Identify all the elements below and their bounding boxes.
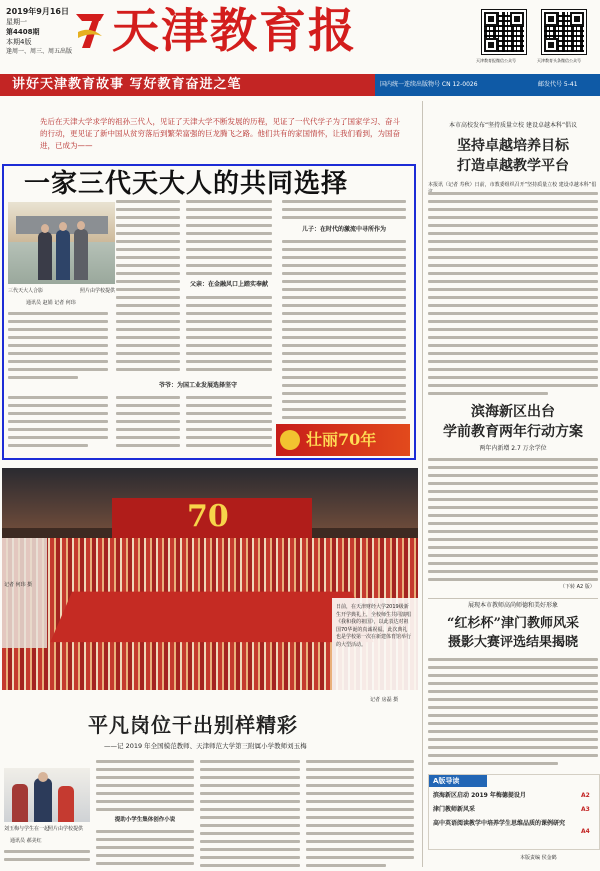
right2-subtitle: 两年内新增 2.7 万余学位 (479, 445, 547, 452)
story2-line (4, 858, 90, 861)
teacher-photo-credit: 照片由学校提供 (48, 826, 84, 832)
right-divider (428, 598, 598, 599)
toutiao-qr-icon[interactable] (542, 10, 586, 54)
issue-pages: 本期4版 (6, 38, 32, 46)
story2-subtitle: ——记 2019 年全国模范教师、天津师范大学第三附属小学教师刘玉梅 (104, 742, 307, 750)
photo-caption: 三代天大人合影 (8, 288, 44, 294)
issue-number: 第4408期 (6, 28, 40, 36)
lead-subhead-2: 父亲：在金融风口上踏实奉献 (189, 281, 268, 288)
right3-title-1: “红杉杯”津门教师风采 (447, 616, 579, 631)
teacher-photo-caption: 刘玉梅与学生在一起 (4, 826, 50, 832)
guide-item-1-page: A2 (581, 792, 590, 799)
right1-kicker: 本市高校发布“坚持质量立校 建设卓越本科”倡议 (448, 122, 578, 129)
teacher-photo (4, 768, 90, 822)
masthead-date-block (6, 6, 72, 57)
newspaper-title: 天津教育报 (112, 4, 357, 59)
right3-kicker: 展现本市教师高尚师德和美好形象 (467, 602, 558, 609)
family-photo (8, 202, 115, 284)
right3-title-2: 摄影大赛评选结果揭晓 (447, 635, 578, 650)
story2-subhead: 提助小学生集体创作小说 (114, 817, 176, 823)
ceremony-caption: 日前，在天津财经大学2019级新生开学典礼上，全校师生共同演唱《我和我的祖国》，以此表达对祖国70华诞的真诚祝福。此次典礼也是学校第一次在新建体育馆举行的大型活动。 (336, 604, 412, 648)
lead-subhead-1: 爷爷：为国工业发展选择坚守 (158, 382, 237, 389)
anniversary-banner-text: 壮丽70年 (306, 430, 377, 449)
right1-title-2: 打造卓越教学平台 (457, 158, 569, 174)
qr1-caption: 天津教育报微信公众号 (476, 58, 516, 63)
guide-item-2-page: A3 (581, 806, 590, 813)
postal-code: 邮发代号 5-41 (538, 81, 578, 88)
ceremony-photo (2, 468, 418, 690)
anniversary-banner (276, 424, 410, 456)
right2-credit: （下转 A2 版） (560, 584, 595, 590)
right2-title-2: 学前教育两年行动方案 (443, 424, 583, 440)
right1-lead: 本报讯（记者 寿秋）日前，市教委组织召开“坚持质量立校 建设卓越本科”倡 (428, 182, 597, 188)
qr2-caption: 天津教育头条微信公众号 (537, 58, 581, 63)
footer-editor: 本版责编 侯金鹤 (520, 855, 557, 861)
right2-title-1: 滨海新区出台 (471, 404, 555, 420)
cn-number: 国内统一连续出版物号 CN 12-0026 (380, 81, 478, 88)
story2-byline: 通讯员 郝美红 (10, 838, 42, 844)
story2-title: 平凡岗位干出别样精彩 (88, 713, 298, 737)
lead-intro: 先后在天津大学求学的祖孙三代人，见证了天津大学不断发展的历程，见证了一代代学子为了国家学习、奋斗的行动，更见证了新中国从贫穷落后到繁荣富强的巨龙腾飞之路。他们共有的家国情怀，让我们看到，为国奋进，已成为—— (40, 117, 400, 150)
wechat-qr-icon[interactable] (482, 10, 526, 54)
column-divider (422, 101, 423, 867)
issue-weekday: 星期一 (6, 18, 27, 26)
slogan-bar (0, 74, 600, 96)
guide-box (428, 774, 600, 850)
right1-title-1: 坚持卓越培养目标 (457, 138, 569, 154)
guide-item-2[interactable]: 津门教师新风采 (433, 806, 476, 813)
lead-byline: 通讯员 赵娟 记者 何玮 (26, 300, 76, 306)
guide-item-3-page: A4 (581, 828, 590, 835)
issue-date: 2019年9月16日 (6, 7, 69, 16)
story2-line (4, 850, 90, 853)
guide-item-1[interactable]: 滨海新区启动 2019 年梅德提设月 (433, 792, 526, 799)
star-icon (280, 430, 300, 450)
lead-subhead-3: 儿子：在时代的激流中寻所作为 (301, 226, 386, 233)
left-photo-credit: 记者 何玮 摄 (4, 582, 33, 588)
lead-headline: 一家三代天大人的共同选择 (24, 169, 349, 199)
photo-credit: 照片由学校提供 (80, 288, 116, 294)
guide-item-3[interactable]: 高中英语阅读教学中培养学生思维品质的课例研究 (433, 820, 566, 827)
guide-header: A版导读 (433, 777, 460, 785)
ceremony-board-70: 70 (187, 499, 229, 534)
ceremony-credit: 记者 房磊 摄 (370, 697, 399, 703)
issue-schedule: 逢周一、周三、周五出版 (6, 48, 73, 55)
slogan-text: 讲好天津教育故事 写好教育奋进之笔 (12, 77, 242, 92)
newspaper-logo-icon (72, 8, 108, 54)
